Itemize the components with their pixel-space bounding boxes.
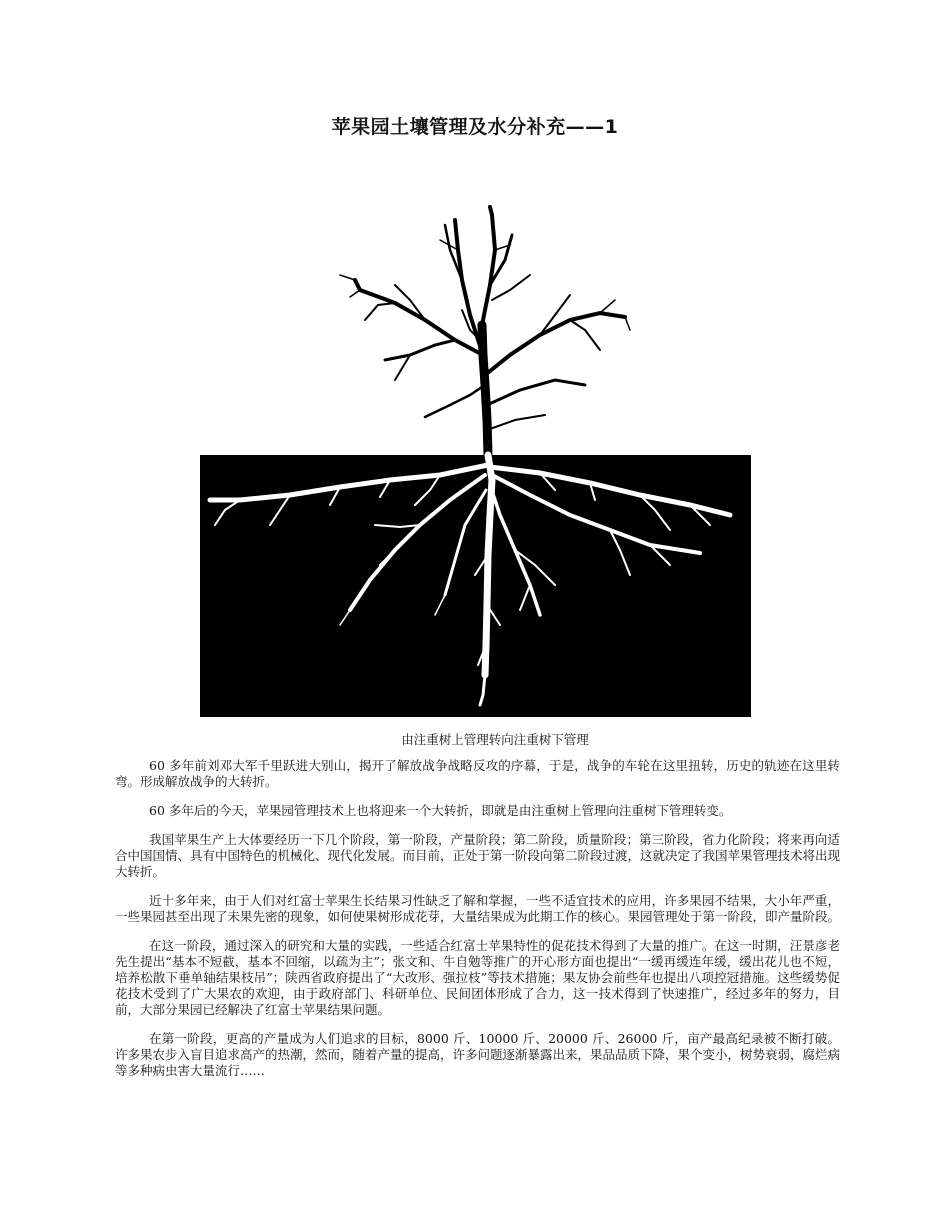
paragraph-1: 60 多年前刘邓大军千里跃进大别山，揭开了解放战争战略反攻的序幕，于是，战争的车轮在这里扭转，历史的轨迹在这里转弯。形成解放战争的大转折。 bbox=[115, 758, 840, 789]
figure-caption: 由注重树上管理转向注重树下管理 bbox=[401, 732, 589, 747]
paragraph-3: 我国苹果生产上大体要经历一下几个阶段，第一阶段，产量阶段；第二阶段，质量阶段；第三阶段，省力化阶段；将来再向适合中国国情、具有中国特色的机械化、现代化发展。而目前，正处于第一阶段向第二阶段过渡，这就决定了我国苹果管理技术将出现大转折。 bbox=[115, 832, 841, 879]
paragraph-5: 在这一阶段，通过深入的研究和大量的实践，一些适合红富士苹果特性的促花技术得到了大量的推广。在这一时期，汪景彦老先生提出“基本不短截，基本不回缩，以疏为主”；张文和、牛自勉等推广的开心形方面也提出“一缓再缓连年缓，缓出花儿也不短，培养松散下垂单轴结果枝吊”；陕西省政府提出了“大改形、强拉枝”等技术措施；果友协会前些年也提出八项控冠措施。这些缓势促花技术受到了广大果农的欢迎，由于政府部门、科研单位、民间团体形成了合力，这一技术得到了快速推广，经过多年的努力，目前，大部分果园已经解决了红富士苹果结果问题。 bbox=[115, 938, 840, 1017]
paragraph-4: 近十多年来，由于人们对红富士苹果生长结果习性缺乏了解和掌握，一些不适宜技术的应用，许多果园不结果，大小年严重，一些果园甚至出现了未果先密的现象，如何使果树形成花芽，大量结果成为此期工作的核心。果园管理处于第一阶段，即产量阶段。 bbox=[115, 893, 841, 924]
paragraph-6: 在第一阶段，更高的产量成为人们追求的目标，8000 斤、10000 斤、20000 斤、26000 斤，亩产最高纪录被不断打破。许多果农步入盲目追求高产的热潮，然而，随着产量的提高，许多问题逐渐暴露出来，果品品质下降，果个变小，树势衰弱，腐烂病等多种病虫害大量流行…… bbox=[115, 1031, 841, 1078]
tree-root-illustration bbox=[200, 205, 751, 717]
article-body bbox=[115, 758, 840, 1092]
paragraph-2: 60 多年后的今天，苹果园管理技术上也将迎来一个大转折，即就是由注重树上管理向注重树下管理转变。 bbox=[149, 803, 732, 818]
document-title: 苹果园土壤管理及水分补充——1 bbox=[331, 116, 619, 138]
